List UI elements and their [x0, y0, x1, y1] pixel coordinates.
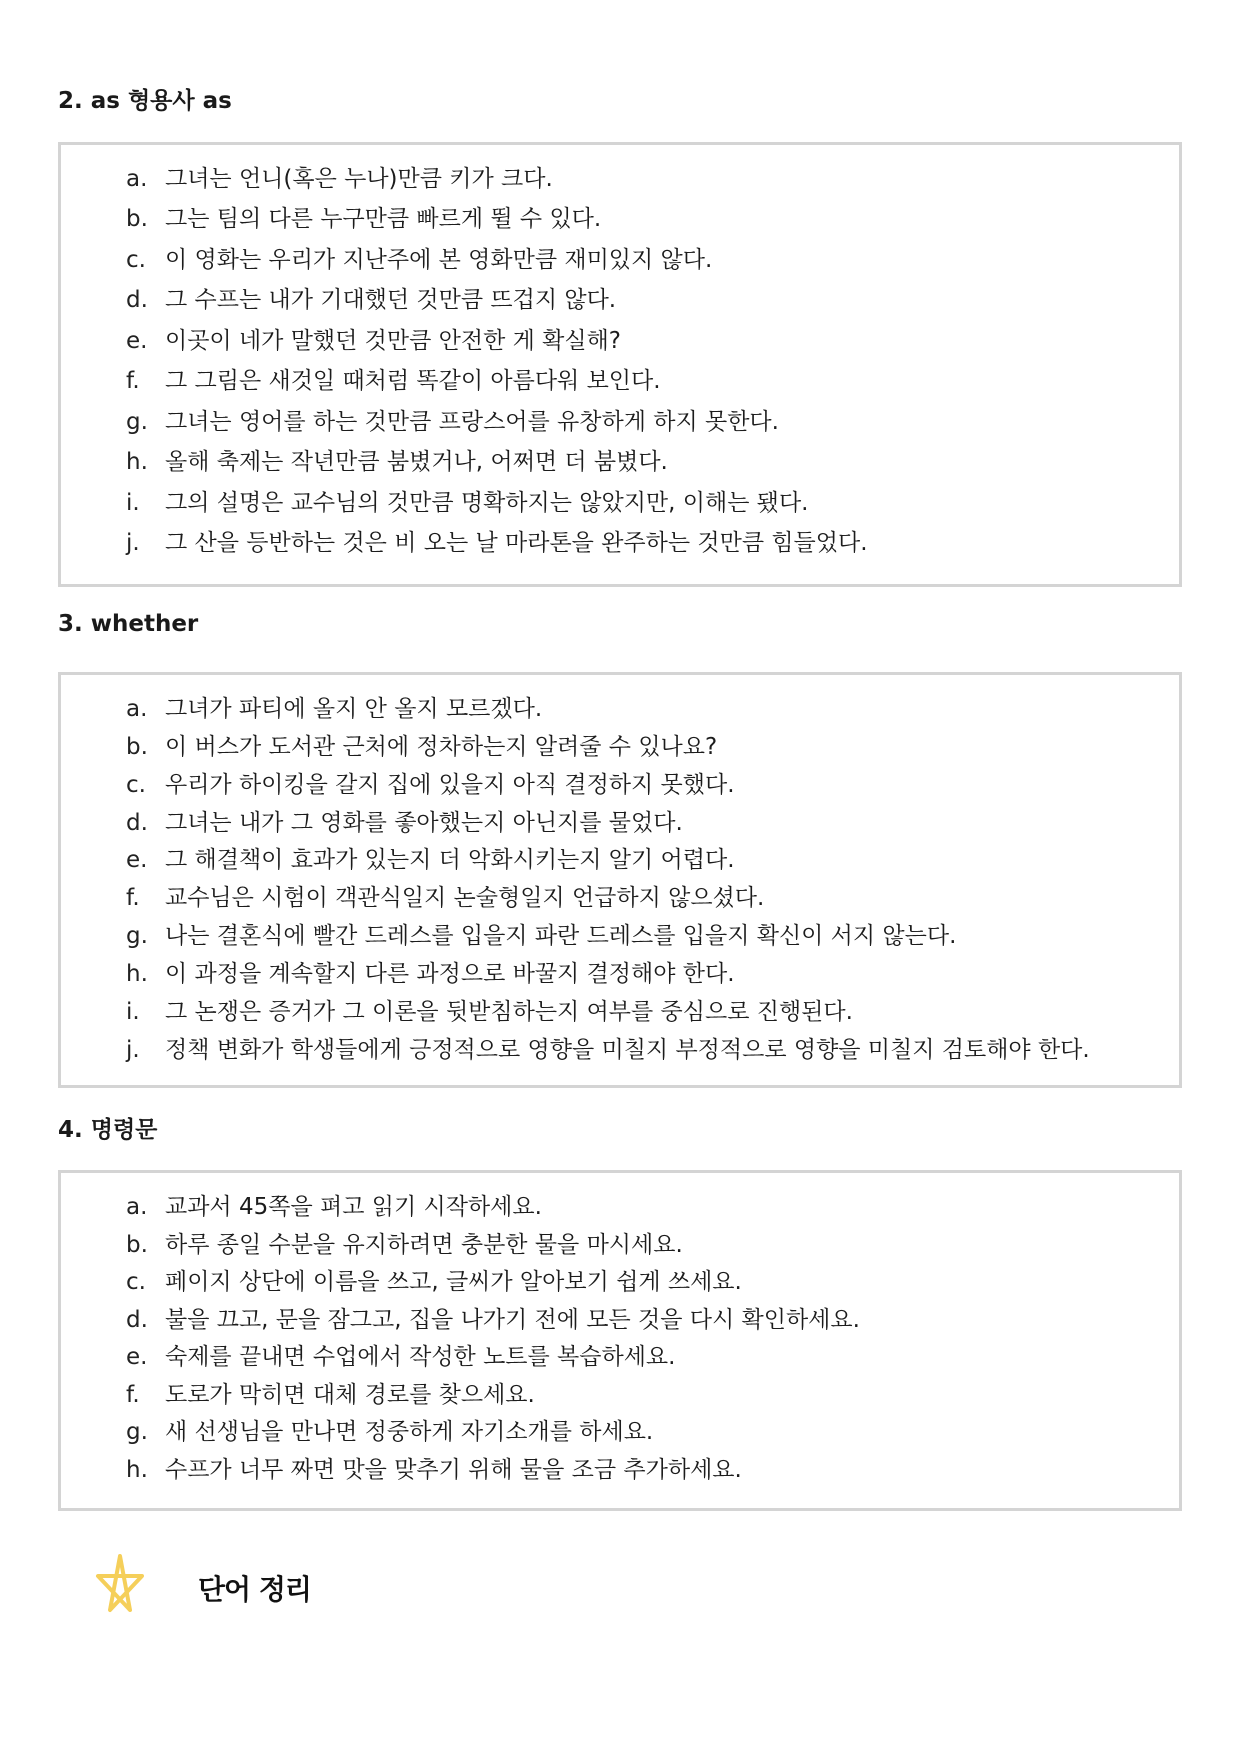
item-text: 그 그림은 새것일 때처럼 똑같이 아름다워 보인다.: [165, 368, 661, 394]
item-text: 나는 결혼식에 빨간 드레스를 입을지 파란 드레스를 입을지 확신이 서지 않는다.: [165, 923, 957, 949]
item-marker: b.: [126, 1232, 148, 1258]
item-text: 교과서 45쪽을 펴고 읽기 시작하세요.: [165, 1194, 542, 1220]
list-item: [61, 1378, 1179, 1412]
section-heading-as-adjective-as: 2. as 형용사 as: [58, 88, 232, 114]
list-item: [61, 405, 1179, 439]
list-item: [61, 957, 1179, 991]
item-marker: c.: [126, 772, 146, 798]
item-text: 숙제를 끝내면 수업에서 작성한 노트를 복습하세요.: [165, 1344, 676, 1370]
list-item: [61, 806, 1179, 840]
item-text: 그녀가 파티에 올지 안 올지 모르겠다.: [165, 696, 543, 722]
item-marker: g.: [126, 1419, 148, 1445]
list-item: [61, 1303, 1179, 1337]
list-item: [61, 162, 1179, 196]
item-marker: g.: [126, 409, 148, 435]
item-text: 그녀는 내가 그 영화를 좋아했는지 아닌지를 물었다.: [165, 810, 683, 836]
item-text: 그녀는 영어를 하는 것만큼 프랑스어를 유창하게 하지 못한다.: [165, 409, 779, 435]
item-marker: h.: [126, 1457, 148, 1483]
item-marker: g.: [126, 923, 148, 949]
sentence-box-whether: [58, 672, 1182, 1088]
item-text: 이곳이 네가 말했던 것만큼 안전한 게 확실해?: [165, 328, 621, 354]
item-text: 이 버스가 도서관 근처에 정차하는지 알려줄 수 있나요?: [165, 734, 718, 760]
item-text: 그는 팀의 다른 누구만큼 빠르게 뛸 수 있다.: [165, 206, 602, 232]
item-marker: i.: [126, 999, 140, 1025]
list-item: [61, 1415, 1179, 1449]
list-item: [61, 283, 1179, 317]
list-item: [61, 1033, 1179, 1067]
list-item: [61, 995, 1179, 1029]
item-text: 그 논쟁은 증거가 그 이론을 뒷받침하는지 여부를 중심으로 진행된다.: [165, 999, 853, 1025]
sentence-box-imperative: [58, 1170, 1182, 1511]
item-marker: a.: [126, 1194, 148, 1220]
list-item: [61, 243, 1179, 277]
item-marker: e.: [126, 328, 148, 354]
item-marker: f.: [126, 885, 140, 911]
list-item: [61, 919, 1179, 953]
item-marker: i.: [126, 490, 140, 516]
item-text: 도로가 막히면 대체 경로를 찾으세요.: [165, 1382, 535, 1408]
item-text: 이 과정을 계속할지 다른 과정으로 바꿀지 결정해야 한다.: [165, 961, 735, 987]
item-text: 그 수프는 내가 기대했던 것만큼 뜨겁지 않다.: [165, 287, 617, 313]
item-marker: d.: [126, 810, 148, 836]
item-text: 이 영화는 우리가 지난주에 본 영화만큼 재미있지 않다.: [165, 247, 713, 273]
item-text: 정책 변화가 학생들에게 긍정적으로 영향을 미칠지 부정적으로 영향을 미칠지 검토해야 한다.: [165, 1037, 1090, 1063]
item-marker: d.: [126, 1307, 148, 1333]
list-item: [61, 1190, 1179, 1224]
list-item: [61, 843, 1179, 877]
star-icon: [92, 1552, 148, 1614]
list-item: [61, 1453, 1179, 1487]
item-marker: h.: [126, 961, 148, 987]
list-item: [61, 364, 1179, 398]
sentence-box-as-adjective-as: [58, 142, 1182, 587]
item-text: 수프가 너무 짜면 맛을 맞추기 위해 물을 조금 추가하세요.: [165, 1457, 742, 1483]
item-text: 그의 설명은 교수님의 것만큼 명확하지는 않았지만, 이해는 됐다.: [165, 490, 809, 516]
list-item: [61, 730, 1179, 764]
item-marker: e.: [126, 847, 148, 873]
list-item: [61, 445, 1179, 479]
list-item: [61, 324, 1179, 358]
list-item: [61, 692, 1179, 726]
item-text: 그 산을 등반하는 것은 비 오는 날 마라톤을 완주하는 것만큼 힘들었다.: [165, 530, 868, 556]
item-marker: a.: [126, 166, 148, 192]
item-marker: c.: [126, 1269, 146, 1295]
item-marker: f.: [126, 368, 140, 394]
vocab-title: 단어 정리: [198, 1573, 311, 1606]
list-item: [61, 526, 1179, 560]
item-marker: j.: [126, 530, 140, 556]
list-item: [61, 768, 1179, 802]
section-heading-imperative: 4. 명령문: [58, 1117, 158, 1143]
item-text: 교수님은 시험이 객관식일지 논술형일지 언급하지 않으셨다.: [165, 885, 765, 911]
item-marker: j.: [126, 1037, 140, 1063]
list-item: [61, 486, 1179, 520]
item-marker: f.: [126, 1382, 140, 1408]
item-marker: c.: [126, 247, 146, 273]
item-text: 그 해결책이 효과가 있는지 더 악화시키는지 알기 어렵다.: [165, 847, 735, 873]
section-heading-whether: 3. whether: [58, 611, 199, 637]
item-marker: b.: [126, 734, 148, 760]
list-item: [61, 1265, 1179, 1299]
item-text: 불을 끄고, 문을 잠그고, 집을 나가기 전에 모든 것을 다시 확인하세요.: [165, 1307, 860, 1333]
list-item: [61, 1228, 1179, 1262]
list-item: [61, 1340, 1179, 1374]
list-item: [61, 881, 1179, 915]
item-text: 올해 축제는 작년만큼 붐볐거나, 어쩌면 더 붐볐다.: [165, 449, 668, 475]
item-marker: d.: [126, 287, 148, 313]
item-marker: b.: [126, 206, 148, 232]
item-marker: h.: [126, 449, 148, 475]
item-marker: e.: [126, 1344, 148, 1370]
item-marker: a.: [126, 696, 148, 722]
item-text: 우리가 하이킹을 갈지 집에 있을지 아직 결정하지 못했다.: [165, 772, 735, 798]
item-text: 페이지 상단에 이름을 쓰고, 글씨가 알아보기 쉽게 쓰세요.: [165, 1269, 742, 1295]
list-item: [61, 202, 1179, 236]
item-text: 하루 종일 수분을 유지하려면 충분한 물을 마시세요.: [165, 1232, 683, 1258]
item-text: 그녀는 언니(혹은 누나)만큼 키가 크다.: [165, 166, 553, 192]
item-text: 새 선생님을 만나면 정중하게 자기소개를 하세요.: [165, 1419, 654, 1445]
